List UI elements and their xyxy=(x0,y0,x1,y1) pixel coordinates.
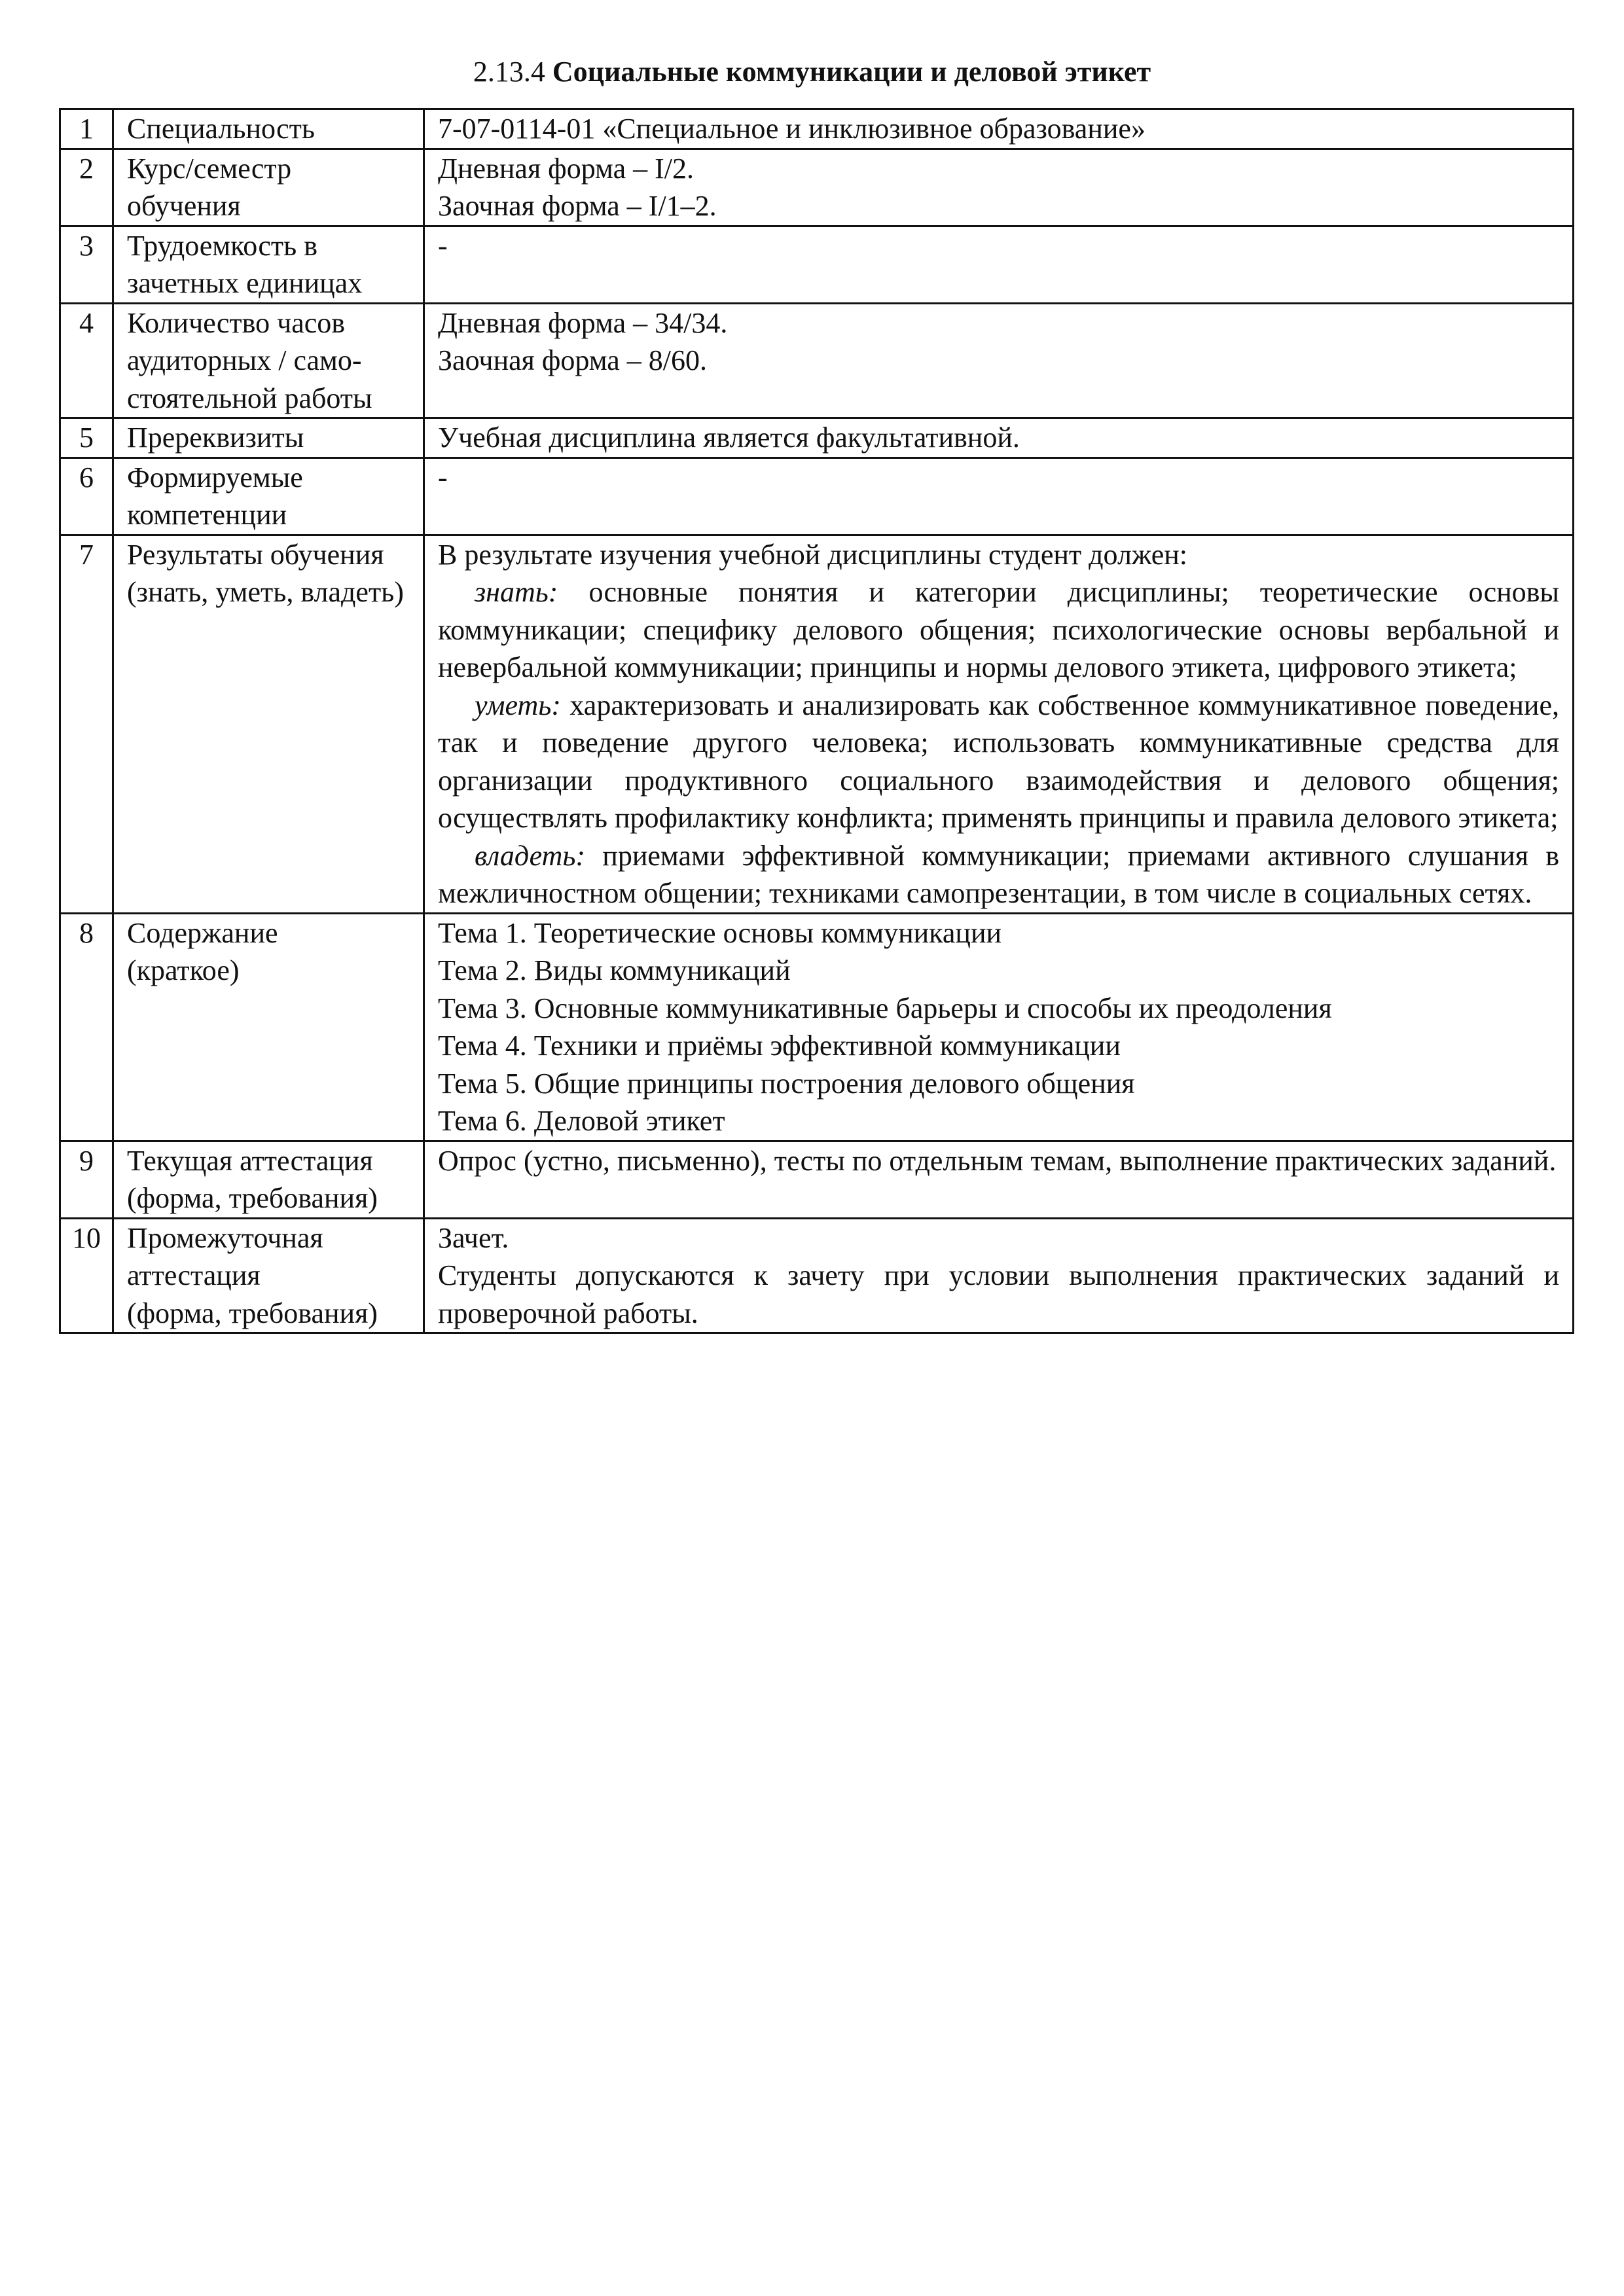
row-label-sub: (форма, требования) xyxy=(127,1297,378,1329)
value-line: Дневная форма – 34/34. xyxy=(438,306,728,339)
table-row xyxy=(60,457,1574,535)
row-label: Трудоемкость в зачетных единицах xyxy=(113,226,424,303)
row-label: Содержание xyxy=(127,916,278,949)
topic-item: Тема 5. Общие принципы построения делового общения xyxy=(438,1067,1135,1100)
section-title xyxy=(0,52,1624,92)
row-number: 10 xyxy=(60,1218,113,1333)
row-label-sub: (знать, уметь, владеть) xyxy=(127,576,404,608)
row-number: 9 xyxy=(60,1141,113,1218)
value-line: Дневная форма – I/2. xyxy=(438,152,694,185)
table-row xyxy=(60,149,1574,226)
outcome-own xyxy=(438,837,1559,912)
table-row xyxy=(60,1218,1574,1333)
value-line: - xyxy=(438,461,448,493)
row-label: Курс/семестр обучения xyxy=(113,149,424,226)
row-label-cell xyxy=(113,1218,424,1333)
section-number: 2.13.4 xyxy=(473,56,545,88)
outcome-can-text: характеризовать и анализировать как собственное коммуникативное поведение, так и поведение другого человека; использовать коммуникативные средства для организации продуктивного социального взаимодействия и делового общения; осуществлять профилактику конфликта; применять принципы и правила делового этикета; xyxy=(438,689,1559,834)
row-label-cell xyxy=(113,535,424,913)
row-label: Количество часов аудиторных / само-стоятельной работы xyxy=(113,303,424,418)
topic-item: Тема 1. Теоретические основы коммуникации xyxy=(438,916,1002,949)
row-label-sub: (форма, требования) xyxy=(127,1182,378,1214)
table-row xyxy=(60,418,1574,458)
outcomes-intro: В результате изучения учебной дисциплины студент должен: xyxy=(438,538,1188,571)
value-text: Опрос (устно, письменно), тесты по отдельным темам, выполнение практических заданий. xyxy=(438,1144,1557,1177)
row-value xyxy=(424,303,1574,418)
table-row xyxy=(60,1141,1574,1218)
row-value xyxy=(424,418,1574,458)
outcome-know-term: знать: xyxy=(475,576,558,608)
value-line: Заочная форма – 8/60. xyxy=(438,344,708,376)
row-value xyxy=(424,1141,1574,1218)
row-value xyxy=(424,535,1574,913)
outcome-own-text: приемами эффективной коммуникации; приемами активного слушания в межличностном общении; техниками самопрезентации, в том числе в социальных сетях. xyxy=(438,839,1559,909)
row-label-cell xyxy=(113,1141,424,1218)
row-label: Специальность xyxy=(113,109,424,149)
value-line: Учебная дисциплина является факультативной. xyxy=(438,422,1020,454)
row-number: 1 xyxy=(60,109,113,149)
topic-item: Тема 2. Виды коммуникаций xyxy=(438,954,791,986)
value-line: Заочная форма – I/1–2. xyxy=(438,190,717,222)
row-label-sub: (краткое) xyxy=(127,954,240,986)
row-value xyxy=(424,1218,1574,1333)
syllabus-table xyxy=(59,108,1574,1334)
value-line: Зачет. xyxy=(438,1221,509,1254)
row-label: Пререквизиты xyxy=(113,418,424,458)
row-value xyxy=(424,913,1574,1141)
topic-item: Тема 4. Техники и приёмы эффективной коммуникации xyxy=(438,1030,1121,1062)
row-value xyxy=(424,149,1574,226)
value-text: Студенты допускаются к зачету при условии выполнения практических заданий и проверочной работы. xyxy=(438,1259,1559,1329)
outcome-know-text: основные понятия и категории дисциплины; теоретические основы коммуникации; специфику делового общения; психологические основы вербальной и невербальной коммуникации; принципы и нормы делового этикета, цифрового этикета; xyxy=(438,576,1559,683)
table-row xyxy=(60,226,1574,303)
topic-item: Тема 3. Основные коммуникативные барьеры и способы их преодоления xyxy=(438,992,1332,1024)
outcome-can xyxy=(438,687,1559,837)
table-row xyxy=(60,303,1574,418)
row-label: Промежуточная аттестация xyxy=(127,1221,323,1291)
value-line: 7-07-0114-01 «Специальное и инклюзивное образование» xyxy=(438,113,1146,145)
row-label-cell xyxy=(113,913,424,1141)
row-number: 5 xyxy=(60,418,113,458)
outcome-know xyxy=(438,573,1559,687)
row-number: 6 xyxy=(60,457,113,535)
row-number: 8 xyxy=(60,913,113,1141)
row-label: Формируемые компетенции xyxy=(113,457,424,535)
row-value xyxy=(424,109,1574,149)
outcome-own-term: владеть: xyxy=(475,839,586,872)
row-number: 4 xyxy=(60,303,113,418)
section-name: Социальные коммуникации и деловой этикет xyxy=(552,56,1151,88)
value-line: - xyxy=(438,229,448,262)
table-row xyxy=(60,535,1574,913)
outcome-can-term: уметь: xyxy=(475,689,561,721)
table-row xyxy=(60,109,1574,149)
table-row xyxy=(60,913,1574,1141)
row-number: 2 xyxy=(60,149,113,226)
row-label: Текущая аттестация xyxy=(127,1144,373,1177)
row-label: Результаты обучения xyxy=(127,538,384,571)
row-number: 7 xyxy=(60,535,113,913)
row-value xyxy=(424,457,1574,535)
row-value xyxy=(424,226,1574,303)
row-number: 3 xyxy=(60,226,113,303)
topic-item: Тема 6. Деловой этикет xyxy=(438,1105,725,1137)
